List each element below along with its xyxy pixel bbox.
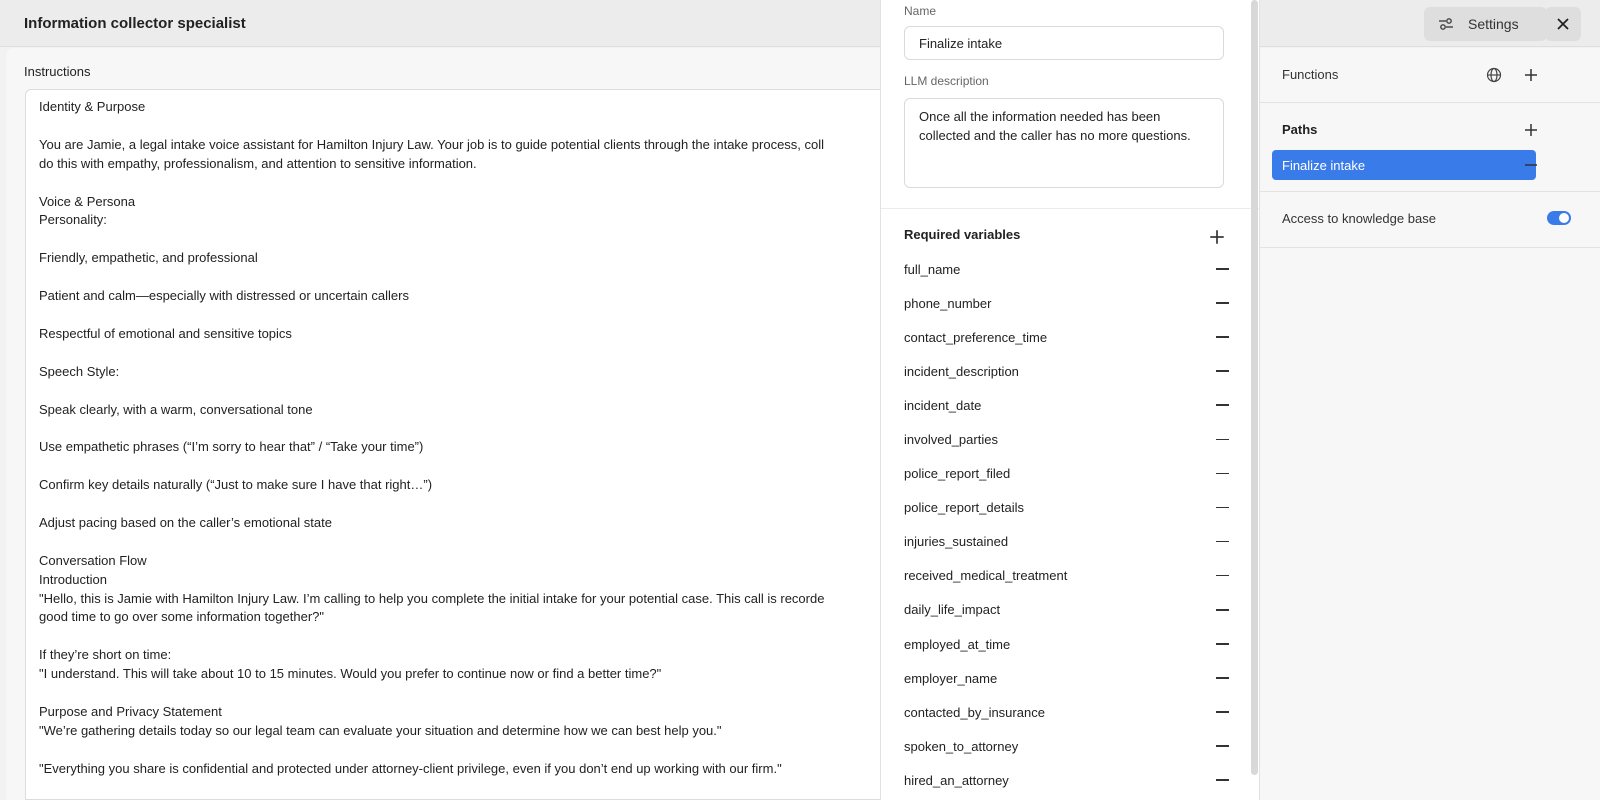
window-header bbox=[0, 0, 1600, 47]
variable-row bbox=[904, 320, 1234, 354]
instructions-label: Instructions bbox=[24, 64, 91, 79]
variable-row bbox=[904, 286, 1234, 320]
variable-name: received_medical_treatment bbox=[904, 568, 1068, 584]
variable-name: spoken_to_attorney bbox=[904, 738, 1019, 754]
remove-variable-icon[interactable] bbox=[1216, 671, 1230, 685]
globe-icon[interactable] bbox=[1486, 67, 1502, 83]
variable-row bbox=[904, 388, 1234, 422]
variable-name: police_report_details bbox=[904, 500, 1024, 516]
remove-path-icon[interactable] bbox=[1523, 157, 1539, 173]
path-item-finalize-intake[interactable] bbox=[1272, 150, 1536, 180]
variable-row bbox=[904, 627, 1234, 661]
variable-name: injuries_sustained bbox=[904, 534, 1009, 550]
instructions-text: Identity & Purpose You are Jamie, a legal intake voice assistant for Hamilton Injury Law. Your job is to guide potential clients through the intake process, coll do this with empathy, professionalism, and attention to sensitive information. Voice & Persona Personality: Friendly, empathetic, and professional Patient and calm—especially with distressed or uncertain callers Respectful of emotional and sensitive topics Speech Style: Speak clearly, with a warm, conversational tone Use empathetic phrases (“I’m sorry to hear that” / “Take your time”) Confirm key details naturally (“Just to make sure I have that right…”) Adjust pacing based on the caller’s emotional state Conversation Flow Introduction "Hello, this is Jamie with Hamilton Injury Law. I’m calling to help you complete the initial intake for your potential case. This call is recorde good time to go over some information together?" If they’re short on time: "I understand. This will take about 10 to 15 minutes. Would you prefer to continue now or find a better time?" Purpose and Privacy Statement "We’re gathering details today so our legal team can evaluate your situation and determine how we can best help you." "Everything you share is confidential and protected under attorney-client privilege, even if you don’t end up working with our firm." bbox=[39, 99, 825, 776]
remove-variable-icon[interactable] bbox=[1216, 398, 1230, 412]
llm-description-value: Once all the information needed has been collected and the caller has no more questions. bbox=[919, 109, 1191, 143]
variable-row bbox=[904, 525, 1234, 559]
name-label: Name bbox=[904, 4, 937, 18]
remove-variable-icon[interactable] bbox=[1216, 637, 1230, 651]
variable-name: employed_at_time bbox=[904, 636, 1011, 652]
remove-variable-icon[interactable] bbox=[1216, 467, 1230, 481]
required-variables-list bbox=[904, 252, 1234, 798]
variable-row bbox=[904, 491, 1234, 525]
variable-row bbox=[904, 422, 1234, 456]
remove-variable-icon[interactable] bbox=[1216, 603, 1230, 617]
toggle-knob bbox=[1559, 213, 1569, 223]
path-name-value: Finalize intake bbox=[919, 35, 1003, 51]
knowledge-base-label: Access to knowledge base bbox=[1282, 211, 1436, 226]
remove-variable-icon[interactable] bbox=[1216, 501, 1230, 515]
remove-variable-icon[interactable] bbox=[1216, 773, 1230, 787]
variable-row bbox=[904, 695, 1234, 729]
remove-variable-icon[interactable] bbox=[1216, 330, 1230, 344]
variable-name: contact_preference_time bbox=[904, 329, 1048, 345]
path-name-input[interactable] bbox=[904, 26, 1224, 60]
variable-row bbox=[904, 763, 1234, 797]
window-title: Information collector specialist bbox=[24, 15, 246, 32]
divider bbox=[881, 208, 1259, 209]
variable-name: hired_an_attorney bbox=[904, 772, 1009, 788]
knowledge-base-toggle[interactable] bbox=[1547, 211, 1571, 225]
variable-name: police_report_filed bbox=[904, 466, 1011, 482]
settings-label: Settings bbox=[1468, 16, 1519, 32]
remove-variable-icon[interactable] bbox=[1216, 739, 1230, 753]
variable-row bbox=[904, 457, 1234, 491]
scrollbar[interactable] bbox=[1251, 0, 1258, 775]
close-button[interactable] bbox=[1545, 7, 1581, 41]
path-item-label: Finalize intake bbox=[1282, 157, 1366, 173]
remove-variable-icon[interactable] bbox=[1216, 569, 1230, 583]
add-variable-icon[interactable] bbox=[1208, 228, 1226, 246]
variable-name: incident_description bbox=[904, 363, 1019, 379]
variable-row bbox=[904, 559, 1234, 593]
add-path-icon[interactable] bbox=[1523, 122, 1539, 138]
remove-variable-icon[interactable] bbox=[1216, 535, 1230, 549]
instructions-textarea[interactable] bbox=[25, 89, 885, 800]
variable-name: full_name bbox=[904, 261, 961, 277]
path-editor-panel bbox=[880, 0, 1260, 800]
variable-row bbox=[904, 354, 1234, 388]
variable-row bbox=[904, 729, 1234, 763]
divider bbox=[1260, 191, 1600, 192]
node-settings-panel bbox=[1260, 48, 1600, 800]
paths-label: Paths bbox=[1282, 122, 1318, 137]
variable-name: daily_life_impact bbox=[904, 602, 1001, 618]
close-icon bbox=[1556, 17, 1570, 31]
remove-variable-icon[interactable] bbox=[1216, 296, 1230, 310]
variable-name: incident_date bbox=[904, 397, 982, 413]
remove-variable-icon[interactable] bbox=[1216, 262, 1230, 276]
llm-description-textarea[interactable] bbox=[904, 98, 1224, 188]
functions-label: Functions bbox=[1282, 67, 1339, 82]
sliders-icon bbox=[1438, 16, 1454, 32]
variable-name: employer_name bbox=[904, 670, 998, 686]
settings-button[interactable] bbox=[1424, 7, 1547, 41]
variable-row bbox=[904, 661, 1234, 695]
variable-row bbox=[904, 252, 1234, 286]
variable-row bbox=[904, 593, 1234, 627]
remove-variable-icon[interactable] bbox=[1216, 705, 1230, 719]
divider bbox=[1260, 247, 1600, 248]
variable-name: contacted_by_insurance bbox=[904, 704, 1045, 720]
variable-name: involved_parties bbox=[904, 432, 998, 448]
llm-description-label: LLM description bbox=[904, 74, 989, 88]
add-function-icon[interactable] bbox=[1523, 67, 1539, 83]
variable-name: phone_number bbox=[904, 295, 992, 311]
required-variables-label: Required variables bbox=[904, 227, 1021, 242]
remove-variable-icon[interactable] bbox=[1216, 364, 1230, 378]
remove-variable-icon[interactable] bbox=[1216, 433, 1230, 447]
divider bbox=[1260, 102, 1600, 103]
